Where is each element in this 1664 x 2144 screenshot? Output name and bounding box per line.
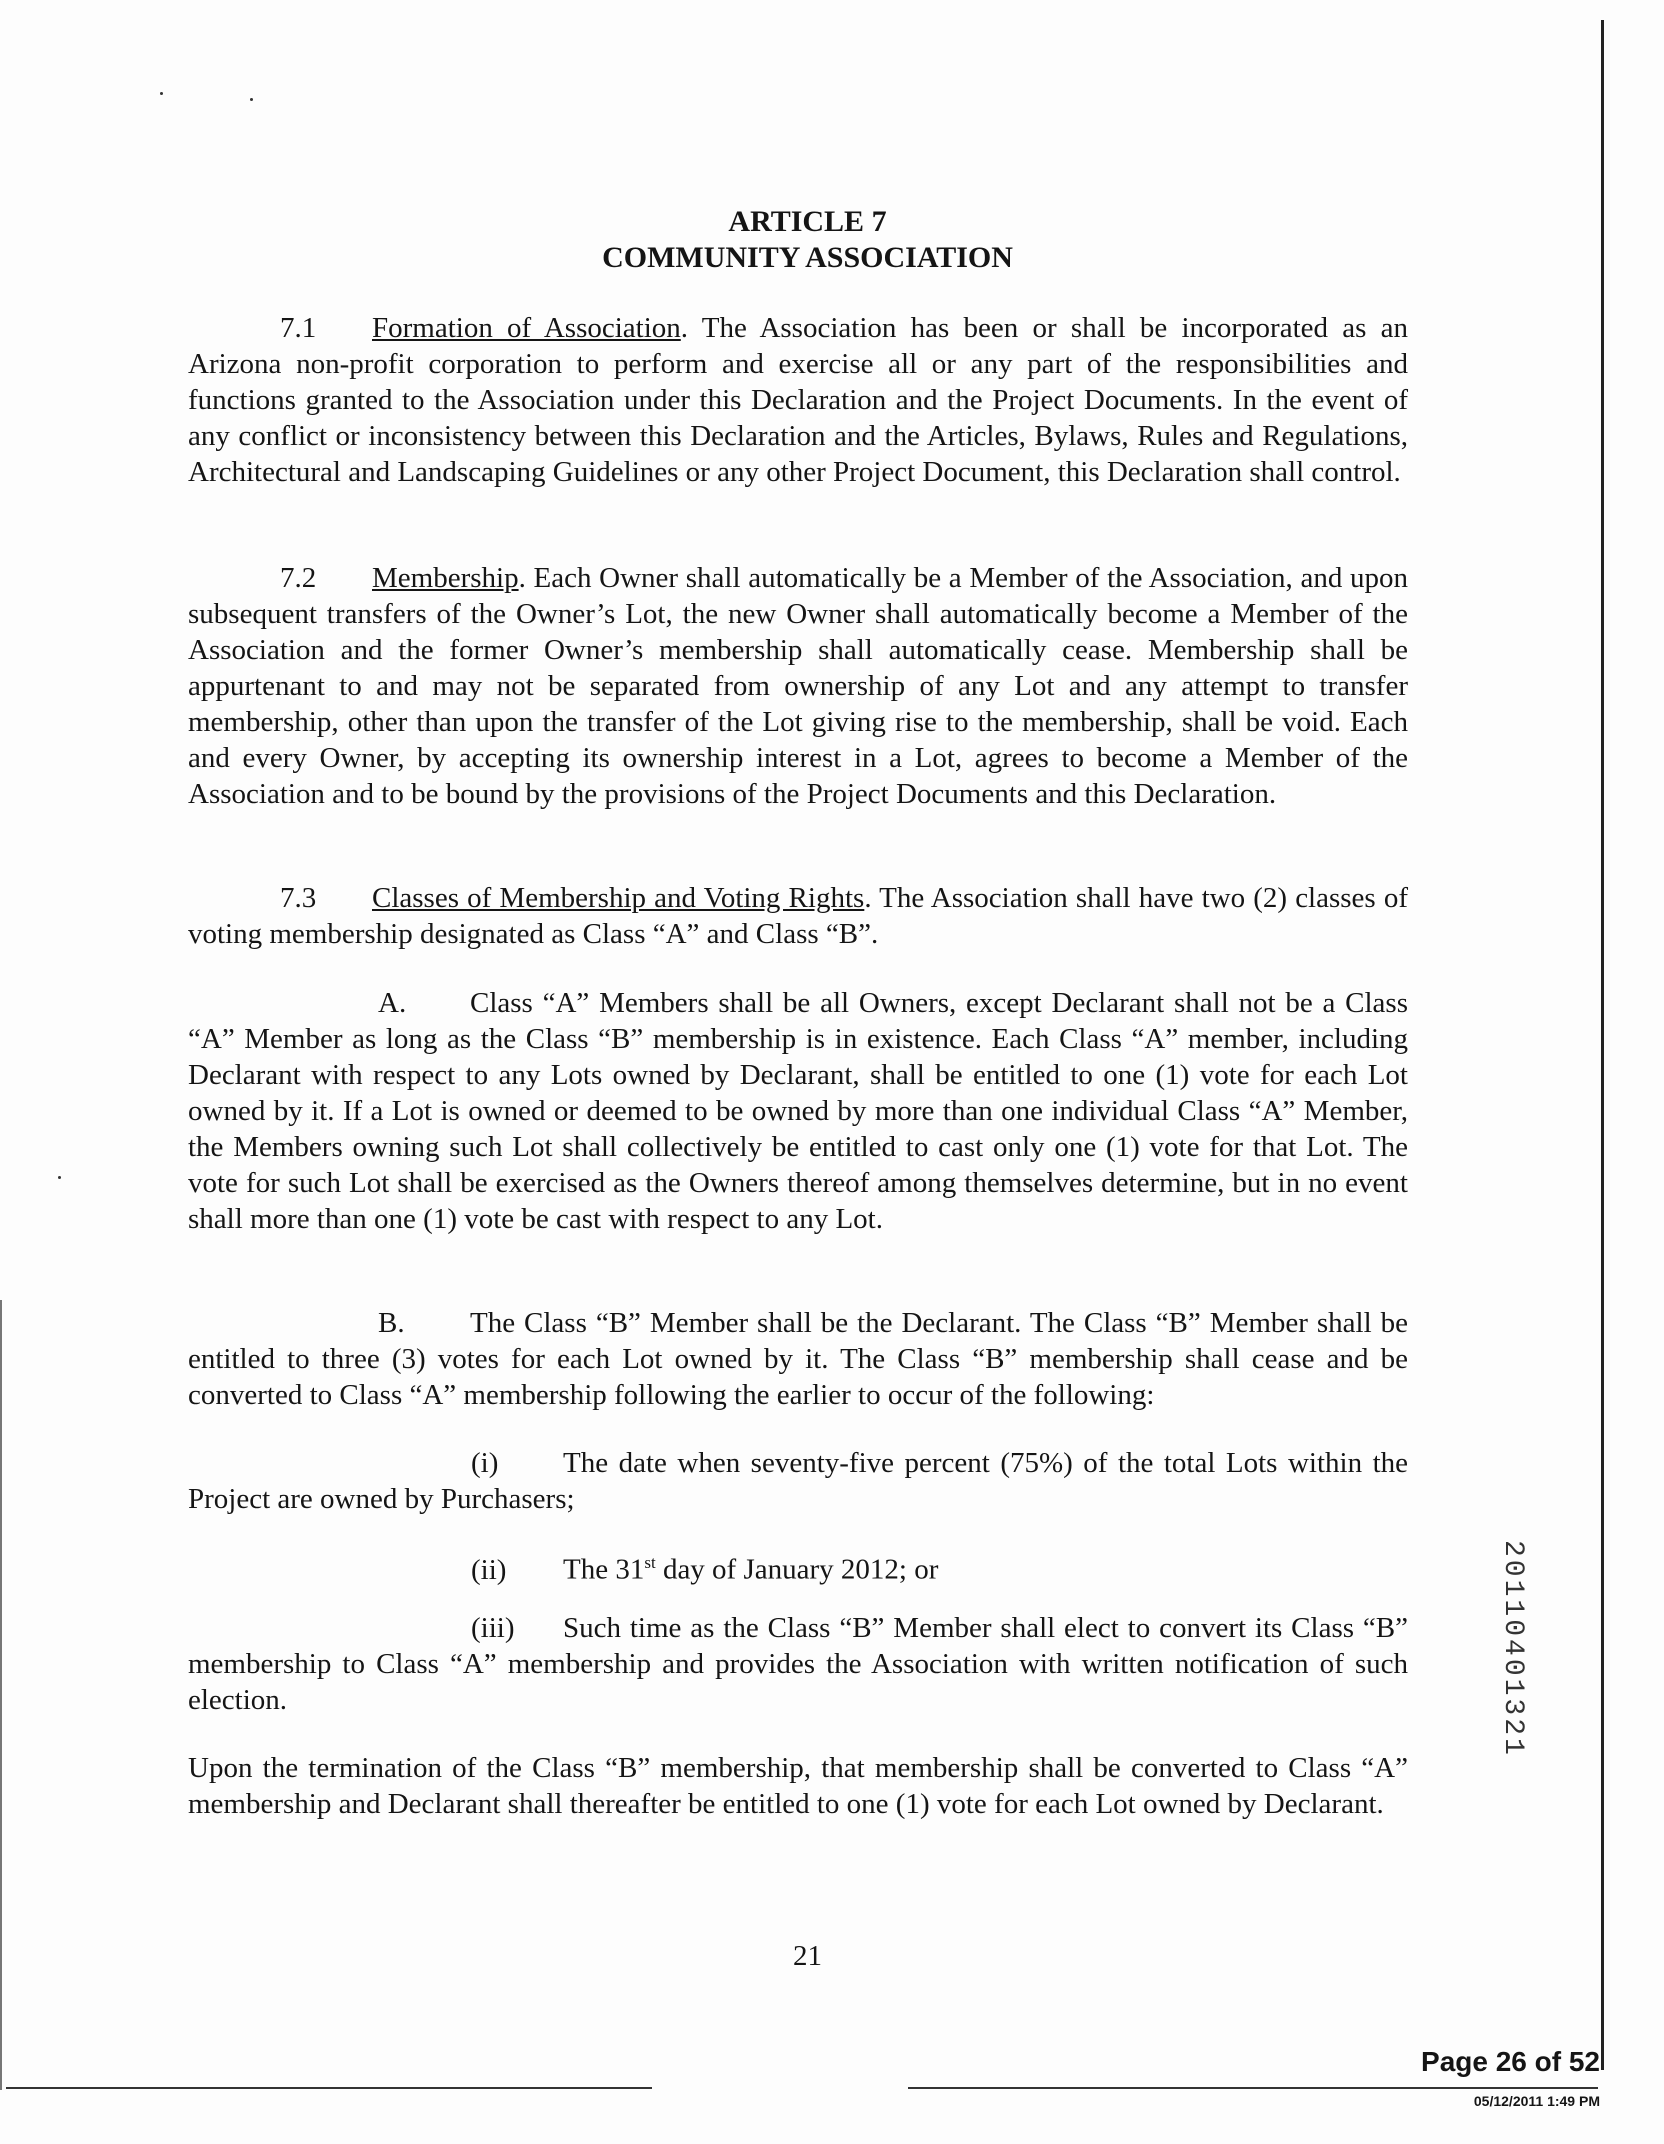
- article-title: COMMUNITY ASSOCIATION: [602, 241, 1013, 274]
- section-heading: Membership: [372, 562, 519, 594]
- section-number: 7.3: [280, 882, 317, 914]
- section-number: 7.1: [280, 312, 317, 344]
- class-a-paragraph: [188, 985, 1408, 1237]
- section-7-3: [188, 880, 1408, 952]
- class-b-label: B.: [378, 1307, 405, 1339]
- right-margin-rule: [1601, 20, 1604, 2070]
- section-number: 7.2: [280, 562, 317, 594]
- section-text: . The Association shall have two (2) classes of voting membership designated as Class “A” and Class “B”.: [188, 882, 1409, 950]
- item-ii: [471, 1545, 938, 1588]
- item-ii-superscript: st: [644, 1553, 656, 1572]
- class-b-text: The Class “B” Member shall be the Declarant. The Class “B” Member shall be entitled to three (3) votes for each Lot owned by it. The Class “B” membership shall cease and be converted to Class “A” membership following the earlier to occur of the following:: [188, 1307, 1408, 1411]
- item-i: [188, 1445, 1408, 1517]
- item-iii-label: (iii): [471, 1612, 515, 1644]
- section-heading: Classes of Membership and Voting Rights: [372, 882, 865, 914]
- recording-side-code: 20110401321: [1497, 1540, 1528, 1758]
- scan-speck: [250, 98, 253, 101]
- item-ii-label: (ii): [471, 1553, 507, 1586]
- article-number: ARTICLE 7: [728, 205, 887, 238]
- item-ii-text-post: day of January 2012; or: [655, 1553, 939, 1586]
- bottom-rule-left: [6, 2087, 652, 2089]
- item-i-text: The date when seventy-five percent (75%) of the total Lots within the Project are owned by Purchasers;: [188, 1447, 1408, 1515]
- scan-speck: [160, 92, 163, 95]
- item-i-label: (i): [471, 1447, 499, 1479]
- page-of-indicator: Page 26 of 52: [1421, 2046, 1600, 2077]
- item-iii: [188, 1610, 1408, 1718]
- page-number: 21: [793, 1940, 822, 1972]
- timestamp: 05/12/2011 1:49 PM: [1473, 2093, 1600, 2109]
- class-a-label: A.: [378, 987, 407, 1019]
- section-text: . Each Owner shall automatically be a Member of the Association, and upon subsequent transfers of the Owner’s Lot, the new Owner shall automatically become a Member of the Association and the former Owner’s membership shall automatically cease. Membership shall be appurtenant to and may not be separated from ownership of any Lot and any attempt to transfer membership, other than upon the transfer of the Lot giving rise to the membership, shall be void. Each and every Owner, by accepting its ownership interest in a Lot, agrees to become a Member of the Association and to be bound by the provisions of the Project Documents and this Declaration.: [188, 562, 1408, 810]
- class-a-text: Class “A” Members shall be all Owners, except Declarant shall not be a Class “A” Member as long as the Class “B” membership is in existence. Each Class “A” member, including Declarant with respect to any Lots owned by Declarant, shall be entitled to one (1) vote for each Lot owned by it. If a Lot is owned or deemed to be owned by more than one individual Class “A” Member, the Members owning such Lot shall collectively be entitled to cast only one (1) vote for that Lot. The vote for such Lot shall be exercised as the Owners thereof among themselves determine, but in no event shall more than one (1) vote be cast with respect to any Lot.: [188, 987, 1408, 1235]
- item-iii-text: Such time as the Class “B” Member shall elect to convert its Class “B” membership to Class “A” membership and provides the Association with written notification of such election.: [188, 1612, 1408, 1716]
- bottom-rule-right: [908, 2087, 1598, 2089]
- item-ii-text-pre: The 31: [563, 1553, 645, 1586]
- section-7-1: [188, 310, 1408, 490]
- scan-speck: [58, 1176, 61, 1179]
- class-b-paragraph: [188, 1305, 1408, 1413]
- section-text: . The Association has been or shall be incorporated as an Arizona non-profit corporation to perform and exercise all or any part of the responsibilities and functions granted to the Association under this Declaration and the Project Documents. In the event of any conflict or inconsistency between this Declaration and the Articles, Bylaws, Rules and Regulations, Architectural and Landscaping Guidelines or any other Project Document, this Declaration shall control.: [188, 312, 1408, 488]
- section-7-2: [188, 560, 1408, 812]
- closing-paragraph: Upon the termination of the Class “B” membership, that membership shall be converted to Class “A” membership and Declarant shall thereafter be entitled to one (1) vote for each Lot owned by Declarant.: [188, 1752, 1408, 1820]
- section-heading: Formation of Association: [372, 312, 681, 344]
